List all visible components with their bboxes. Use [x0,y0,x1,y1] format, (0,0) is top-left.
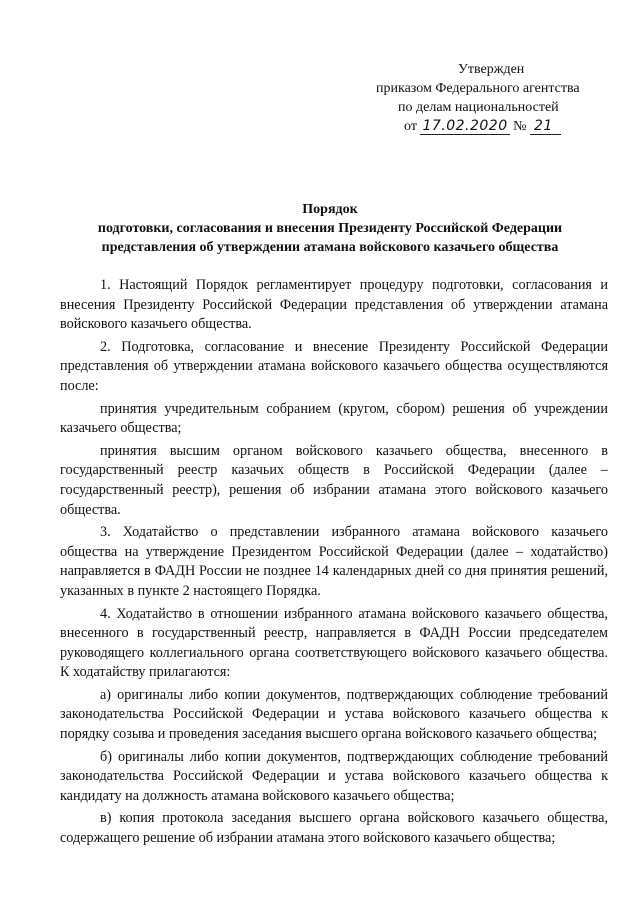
paragraph-2: 2. Подготовка, согласование и внесение Президенту Российской Федерации представления об утверждении атамана войскового казачьего общества осуществляются после: [60,338,608,394]
paragraph-9: в) копия протокола заседания высшего органа войскового казачьего общества, содержащего решение об избрании атамана этого войскового казачьего общества; [60,810,608,847]
title-line-2: подготовки, согласования и внесения Президенту Российской Федерации [97,221,563,236]
handwritten-number: 21 [530,118,561,135]
paragraph-4: принятия высшим органом войскового казачьего общества, внесенного в государственный реестр казачьих обществ в Российской Федерации (далее – государственный реестр), решения об избрании атамана этого войскового казачьего общества. [60,442,608,518]
paragraph-7: а) оригиналы либо копии документов, подтверждающих соблюдение требований законодательства Российской Федерации и устава войскового казачьего общества к порядку созыва и проведения заседания высшего органа войскового казачьего общества; [60,686,608,743]
document-body [60,276,608,852]
paragraph-5: 3. Ходатайство о представлении избранного атамана войскового казачьего общества на утверждение Президентом Российской Федерации (далее – ходатайство) направляется в ФАДН России не позднее 14 календарных дней со дня принятия решений, указанных в пункте 2 настоящего Порядка. [60,524,608,599]
paragraph-8: б) оригиналы либо копии документов, подтверждающих соблюдение требований законодательства Российской Федерации и устава войскового казачьего общества к кандидату на должность атамана войскового казачьего общества; [60,748,608,804]
paragraph-6: 4. Ходатайство в отношении избранного атамана войскового казачьего общества, внесенного в государственный реестр, направляется в ФАДН России председателем руководящего коллегиального органа соответствующего войскового казачьего общества. К ходатайству прилагаются: [60,605,608,681]
title-line-3: представления об утверждении атамана войскового казачьего общества [101,240,559,255]
number-prefix: № [513,119,527,134]
approval-block [368,60,618,136]
title-line-1: Порядок [302,202,358,217]
paragraph-1: 1. Настоящий Порядок регламентирует процедуру подготовки, согласования и внесения Президенту Российской Федерации представления об утверждении атамана войскового казачьего общества. [60,277,608,333]
document-title [60,200,600,257]
date-prefix: от [404,119,417,134]
handwritten-date: 17.02.2020 [422,118,508,134]
approval-line-3: по делам национальностей [398,100,559,115]
approval-date-line [368,117,618,136]
approval-line-2: приказом Федерального агентства [376,81,580,96]
paragraph-3: принятия учредительным собранием (кругом, сбором) решения об учреждении казачьего общества; [60,400,608,437]
approval-line-1: Утвержден [458,62,525,77]
